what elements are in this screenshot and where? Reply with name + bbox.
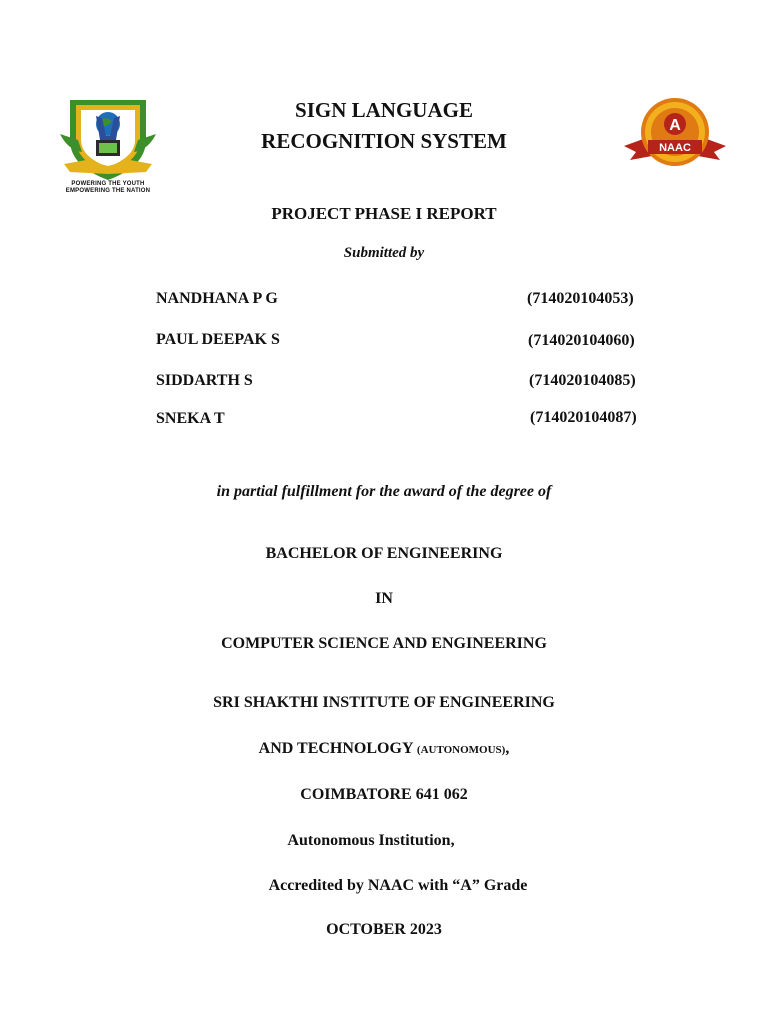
branch-name: COMPUTER SCIENCE AND ENGINEERING [221,635,547,652]
institution-comma: , [505,740,510,757]
report-title [0,95,768,157]
logo-tagline-2: EMPOWERING THE NATION [65,188,151,194]
student-id: (714020104087) [530,409,637,426]
institution-city: COIMBATORE 641 062 [300,786,468,803]
student-name: NANDHANA P G [156,290,278,307]
institution-name-part: AND TECHNOLOGY [258,740,413,757]
institution-line-2 [0,740,768,758]
in-word: IN [375,590,393,607]
student-name: SIDDARTH S [156,372,253,389]
naac-label: NAAC [659,142,691,154]
student-name: PAUL DEEPAK S [156,331,280,348]
autonomous-institution: Autonomous Institution, [287,832,455,849]
submitted-by: Submitted by [343,245,425,261]
accreditation: Accredited by NAAC with “A” Grade [268,877,528,894]
logo-tagline-1: POWERING THE YOUTH [71,181,145,187]
institution-line-1: SRI SHAKTHI INSTITUTE OF ENGINEERING [213,694,555,711]
fulfillment-statement: in partial fulfillment for the award of the degree of [216,483,552,500]
student-id: (714020104060) [528,332,635,349]
student-name: SNEKA T [156,410,225,427]
report-type: PROJECT PHASE I REPORT [271,204,497,223]
title-line-2: RECOGNITION SYSTEM [261,129,507,153]
autonomous-tag: (AUTONOMOUS) [416,744,506,756]
report-date: OCTOBER 2023 [326,921,442,938]
student-id: (714020104053) [527,290,634,307]
degree-name: BACHELOR OF ENGINEERING [265,545,503,562]
title-line-1: SIGN LANGUAGE [295,98,473,122]
naac-grade: A [669,117,681,134]
student-id: (714020104085) [529,372,636,389]
